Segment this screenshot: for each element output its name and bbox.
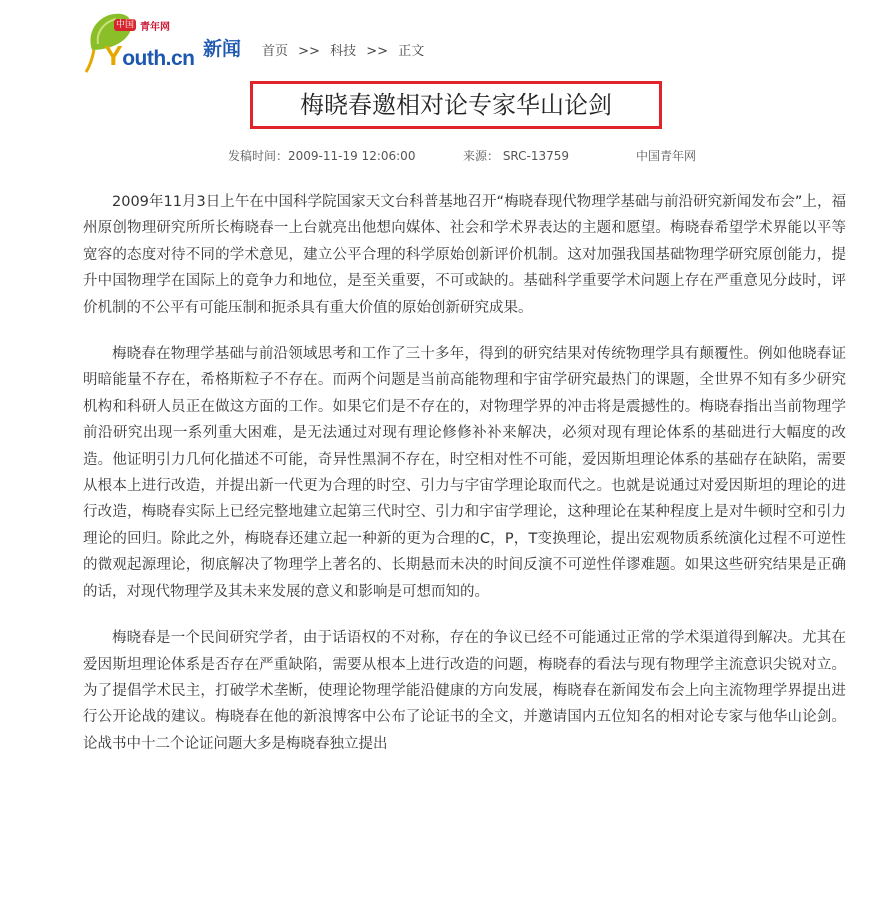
breadcrumb-tech[interactable]: 科技	[330, 44, 357, 59]
article-paragraph: 2009年11月3日上午在中国科学院国家天文台科普基地召开“梅晓春现代物理学基础与前沿研究新闻发布会”上，福州原创物理研究所所长梅晓春一上台就亮出他想向媒体、社会和学术界表达的主题和愿望。梅晓春希望学术界能以平等宽容的态度对待不同的学术意见，建立公平合理的科学原始创新评价机制。这对加强我国基础物理学研究原创能力，提升中国物理学在国际上的竟争力和地位，是至关重要，不可或缺的。基础科学重要学术问题上存在严重意见分歧时，评价机制的不公平有可能压制和扼杀具有重大价值的原始创新研究成果。	[83, 194, 846, 316]
logo-chinese-text: 青年网	[140, 22, 170, 33]
breadcrumb-current: 正文	[398, 44, 425, 59]
breadcrumb-separator: >>	[298, 44, 320, 59]
article-paragraph: 梅晓春在物理学基础与前沿领域思考和工作了三十多年，得到的研究结果对传统物理学具有颠覆性。例如他晓春证明暗能量不存在，希格斯粒子不存在。而两个问题是当前高能物理和宇宙学研究最热门的课题，全世界不知有多少研究机构和科研人员正在做这方面的工作。如果它们是不存在的，对物理学界的冲击将是震撼性的。梅晓春指出当前物理学前沿研究出现一系列重大困难，是无法通过对现有理论修修补补来解决，必须对现有理论体系的基础进行大幅度的改造。他证明引力几何化描述不可能，奇异性黑洞不存在，时空相对性不可能，爱因斯坦理论体系的基础存在缺陷，需要从根本上进行改造，并提出新一代更为合理的时空、引力与宇宙学理论取而代之。也就是说通过对爱因斯坦的理论的进行改造，梅晓春实际上已经完整地建立起第三代时空、引力和宇宙学理论，这种理论在某种程度上是对牛顿时空和引力理论的回归。除此之外，梅晓春还建立起一种新的更为合理的C，P，T变换理论，提出宏观物质系统演化过程不可逆性的微观起源理论，彻底解决了物理学上著名的、长期悬而未决的时间反演不可逆性佯谬难题。如果这些研究结果是正确的话，对现代物理学及其未来发展的意义和影响是可想而知的。	[83, 346, 846, 600]
logo-wordmark	[104, 40, 195, 72]
logo-badge: 中国	[116, 20, 135, 30]
logo-wordmark-initial: Y	[104, 40, 123, 71]
site-header	[0, 0, 889, 82]
logo-wordmark-rest: outh.cn	[122, 47, 195, 70]
breadcrumb-separator: >>	[366, 44, 389, 59]
article-body	[83, 189, 846, 777]
article-title: 梅晓春邀相对论专家华山论剑	[300, 91, 612, 119]
site-logo[interactable]	[84, 10, 196, 74]
breadcrumb-home[interactable]: 首页	[262, 44, 289, 59]
title-highlight-box	[250, 81, 662, 129]
article-source: 来源： SRC-13759	[463, 149, 570, 163]
breadcrumb	[262, 40, 430, 59]
publisher: 中国青年网	[636, 149, 697, 163]
publish-time: 发稿时间：2009-11-19 12:06:00	[228, 149, 416, 163]
article-paragraph: 梅晓春是一个民间研究学者，由于话语权的不对称，存在的争议已经不可能通过正常的学术渠道得到解决。尤其在爱因斯坦理论体系是否存在严重缺陷，需要从根本上进行改造的问题，梅晓春的看法与现有物理学主流意识尖锐对立。为了提倡学术民主，打破学术垄断，使理论物理学能沿健康的方向发展，梅晓春在新闻发布会上向主流物理学界提出进行公开论战的建议。梅晓春在他的新浪博客中公布了论证书的全文，并邀请国内五位知名的相对论专家与他华山论剑。论战书中十二个论证问题大多是梅晓春独立提出	[83, 630, 846, 752]
section-name[interactable]: 新闻	[203, 38, 242, 60]
